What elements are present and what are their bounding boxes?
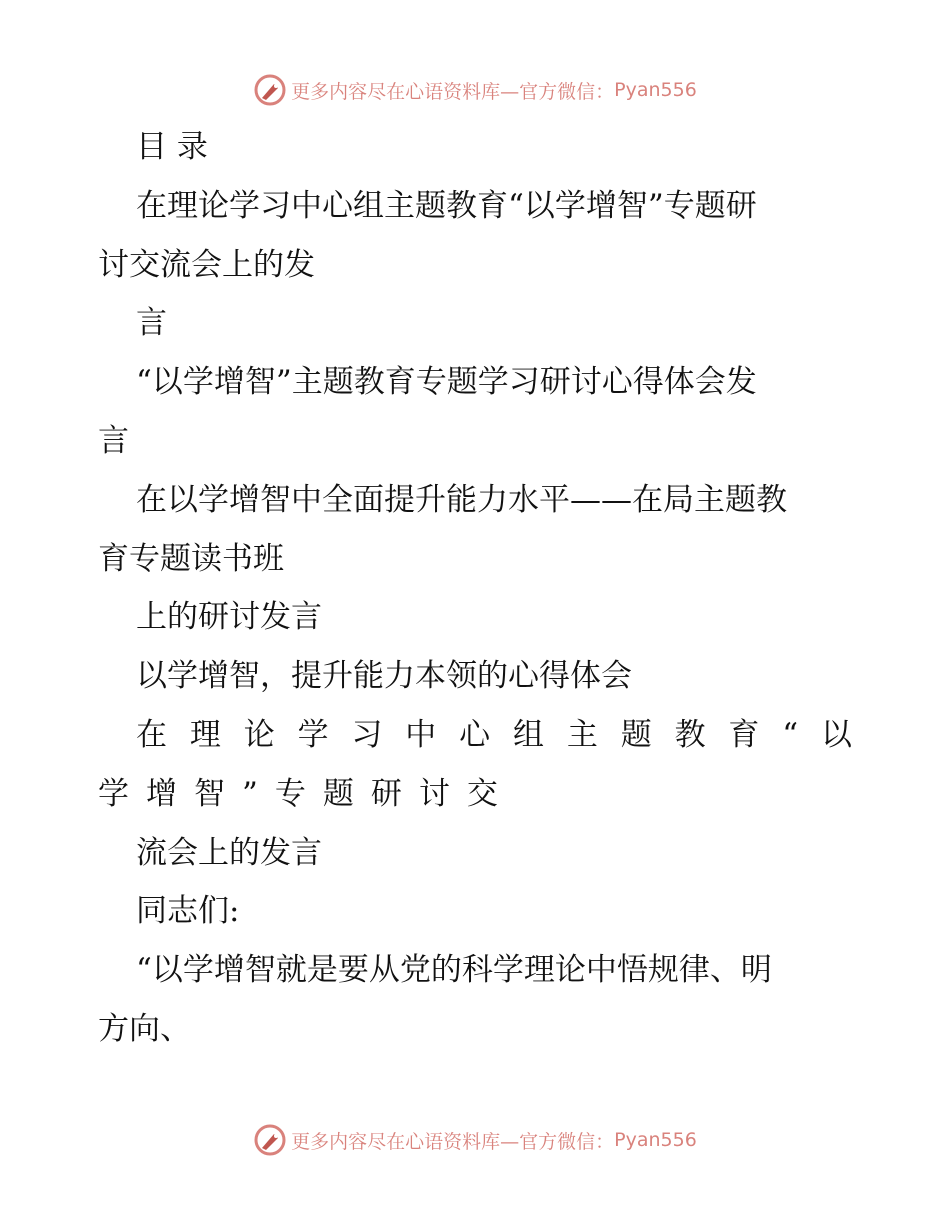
toc-entry-1-line-2: 讨交流会上的发 — [98, 246, 315, 283]
section-title-line-2: 学增智”专题研讨交 — [98, 775, 515, 812]
watermark-text: 更多内容尽在心语资料库—官方微信： — [291, 1130, 615, 1153]
section-title-line-1: 在理论学习中心组主题教育“以 — [136, 716, 852, 753]
watermark-text: 更多内容尽在心语资料库—官方微信： — [291, 80, 615, 103]
toc-entry-1-line-3: 言 — [136, 305, 167, 342]
toc-entry-2-line-1: “以学增智”主题教育专题学习研讨心得体会发 — [136, 364, 757, 401]
pen-nib-logo-icon — [253, 73, 287, 107]
toc-entry-3-line-1: 在以学增智中全面提升能力水平——在局主题教 — [136, 481, 787, 518]
header-watermark-banner — [0, 70, 950, 110]
watermark-handle: Pyan556 — [614, 79, 697, 101]
section-title-line-3: 流会上的发言 — [136, 834, 322, 871]
toc-entry-2-line-2: 言 — [98, 422, 129, 459]
salutation: 同志们: — [136, 893, 240, 930]
body-paragraph-line-2: 方向、 — [98, 1010, 191, 1047]
footer-watermark-banner — [0, 1120, 950, 1160]
body-paragraph-line-1: “以学增智就是要从党的科学理论中悟规律、明 — [136, 952, 772, 989]
toc-entry-1-line-1: 在理论学习中心组主题教育“以学增智”专题研 — [136, 187, 757, 224]
document-body — [98, 118, 852, 1059]
toc-entry-3-line-3: 上的研讨发言 — [136, 599, 322, 636]
toc-entry-3-line-2: 育专题读书班 — [98, 540, 284, 577]
toc-heading: 目 录 — [136, 129, 208, 165]
pen-nib-logo-icon — [253, 1123, 287, 1157]
watermark-handle: Pyan556 — [614, 1129, 697, 1151]
toc-entry-4: 以学增智，提升能力本领的心得体会 — [136, 658, 632, 695]
